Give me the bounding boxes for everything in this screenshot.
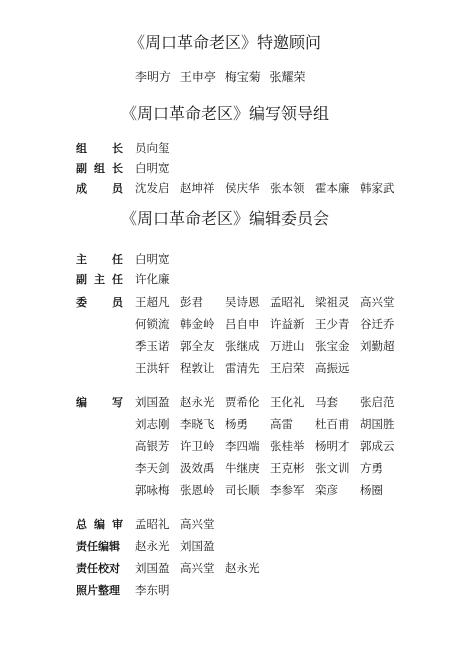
names-list (135, 460, 405, 476)
person-name: 季玉诺 (135, 339, 170, 353)
names-list (135, 316, 405, 332)
person-name: 高兴堂 (180, 517, 215, 531)
person-name: 李四端 (225, 439, 260, 453)
role-row (0, 460, 450, 480)
person-name: 白明宽 (135, 252, 170, 266)
person-name: 刘国盈 (135, 561, 170, 575)
advisor-name: 张耀荣 (269, 70, 306, 84)
names-list (135, 394, 405, 410)
person-name: 刘国盈 (180, 539, 215, 553)
names-list (135, 516, 225, 532)
role-label: 照片整理 (76, 584, 120, 597)
role-label: 委 员 (76, 296, 123, 309)
person-name: 高振远 (315, 361, 350, 375)
advisor-name: 王申亭 (179, 70, 216, 84)
person-name: 霍本廉 (315, 181, 350, 195)
person-name: 司长顺 (225, 483, 260, 497)
role-label: 成 员 (76, 182, 123, 195)
person-name: 张继成 (225, 339, 260, 353)
person-name: 牛继庚 (225, 461, 260, 475)
role-row (0, 360, 450, 380)
role-label: 总 编 审 (76, 518, 123, 531)
person-name: 许益新 (270, 317, 305, 331)
names-list (135, 416, 405, 432)
person-name: 方勇 (360, 461, 383, 475)
person-name: 许卫岭 (180, 439, 215, 453)
advisor-name: 李明方 (135, 70, 172, 84)
person-name: 汲效禹 (180, 461, 215, 475)
person-name: 张宝金 (315, 339, 350, 353)
person-name: 栾彦 (315, 483, 338, 497)
role-row (0, 251, 450, 271)
role-row (0, 560, 450, 580)
person-name: 贾希伦 (225, 395, 260, 409)
role-row (0, 294, 450, 314)
names-list (135, 251, 180, 267)
person-name: 孟昭礼 (135, 517, 170, 531)
person-name: 王超凡 (135, 295, 170, 309)
names-list (135, 360, 360, 376)
person-name: 赵永光 (135, 539, 170, 553)
role-row (0, 140, 450, 160)
person-name: 侯庆华 (225, 181, 260, 195)
person-name: 刘国盈 (135, 395, 170, 409)
names-list (135, 180, 405, 196)
person-name: 赵坤祥 (180, 181, 215, 195)
person-name: 张启范 (360, 395, 395, 409)
person-name: 王少青 (315, 317, 350, 331)
person-name: 王化礼 (270, 395, 305, 409)
role-row (0, 482, 450, 502)
role-row (0, 316, 450, 336)
person-name: 杨勇 (225, 417, 248, 431)
person-name: 马套 (315, 395, 338, 409)
role-row (0, 538, 450, 558)
person-name: 孟昭礼 (270, 295, 305, 309)
person-name: 白明宽 (135, 161, 170, 175)
role-label: 责任编辑 (76, 540, 120, 553)
person-name: 雷清先 (225, 361, 260, 375)
names-list (135, 271, 180, 287)
role-row (0, 394, 450, 414)
person-name: 杜百甫 (315, 417, 350, 431)
person-name: 程敦让 (180, 361, 215, 375)
person-name: 韩家武 (360, 181, 395, 195)
names-list (135, 538, 225, 554)
editorial-title: 《周口革命老区》编辑委员会 (120, 209, 329, 228)
person-name: 张恩岭 (180, 483, 215, 497)
person-name: 郭全友 (180, 339, 215, 353)
person-name: 李参军 (270, 483, 305, 497)
person-name: 何锁流 (135, 317, 170, 331)
person-name: 高兴堂 (360, 295, 395, 309)
person-name: 谷迁乔 (360, 317, 395, 331)
role-row (0, 160, 450, 180)
person-name: 彭君 (180, 295, 203, 309)
names-list (135, 482, 405, 498)
writing-group-title: 《周口革命老区》编写领导组 (120, 104, 329, 123)
names-list (135, 560, 270, 576)
person-name: 王克彬 (270, 461, 305, 475)
person-name: 梁祖灵 (315, 295, 350, 309)
role-row (0, 438, 450, 458)
person-name: 刘勤超 (360, 339, 395, 353)
person-name: 张桂举 (270, 439, 305, 453)
advisor-name: 梅宝菊 (224, 70, 261, 84)
person-name: 王洪轩 (135, 361, 170, 375)
role-label: 副 主 任 (76, 273, 123, 286)
person-name: 李晓飞 (180, 417, 215, 431)
person-name: 高雷 (270, 417, 293, 431)
role-label: 编 写 (76, 396, 123, 409)
names-list (135, 582, 180, 598)
role-row (0, 416, 450, 436)
person-name: 吴诗恩 (225, 295, 260, 309)
names-list (135, 160, 180, 176)
person-name: 王启荣 (270, 361, 305, 375)
person-name: 李东明 (135, 583, 170, 597)
person-name: 高银芳 (135, 439, 170, 453)
person-name: 郭成云 (360, 439, 395, 453)
role-label: 责任校对 (76, 562, 120, 575)
person-name: 刘志刚 (135, 417, 170, 431)
advisors-list (135, 68, 311, 85)
role-row (0, 180, 450, 200)
person-name: 郭咏梅 (135, 483, 170, 497)
role-row (0, 338, 450, 358)
person-name: 许化廉 (135, 272, 170, 286)
person-name: 员向玺 (135, 141, 170, 155)
advisors-title: 《周口革命老区》特邀顾问 (128, 33, 321, 52)
role-label: 副 组 长 (76, 162, 123, 175)
person-name: 张本领 (270, 181, 305, 195)
person-name: 赵永光 (180, 395, 215, 409)
role-label: 组 长 (76, 142, 123, 155)
person-name: 李天剑 (135, 461, 170, 475)
person-name: 韩金岭 (180, 317, 215, 331)
names-list (135, 338, 405, 354)
names-list (135, 438, 405, 454)
person-name: 沈发启 (135, 181, 170, 195)
role-row (0, 271, 450, 291)
person-name: 张文训 (315, 461, 350, 475)
person-name: 高兴堂 (180, 561, 215, 575)
names-list (135, 294, 405, 310)
person-name: 吕自申 (225, 317, 260, 331)
person-name: 杨圈 (360, 483, 383, 497)
names-list (135, 140, 180, 156)
person-name: 赵永光 (225, 561, 260, 575)
person-name: 杨明才 (315, 439, 350, 453)
role-row (0, 582, 450, 602)
role-label: 主 任 (76, 253, 123, 266)
person-name: 胡国胜 (360, 417, 395, 431)
role-row (0, 516, 450, 536)
person-name: 万进山 (270, 339, 305, 353)
